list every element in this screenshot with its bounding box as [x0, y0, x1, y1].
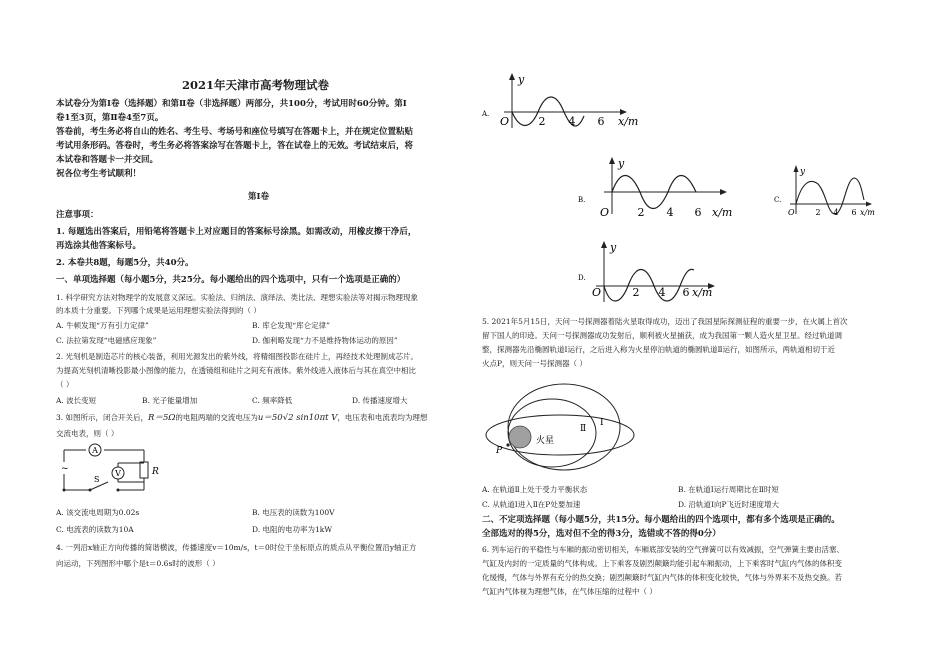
q5-option-a: A. 在轨道Ⅱ上处于受力平衡状态	[482, 485, 588, 494]
q1-stem: 的本质十分重要。下列哪个成果是运用理想实验法得到的（ ）	[56, 306, 261, 315]
tick-label: 6	[682, 286, 690, 299]
x-axis-label: x/m	[860, 208, 875, 217]
part2-title: 二、不定项选择题（每小题5分，共15分。每小题给出的四个选项中，都有多个选项是正确的。	[482, 515, 840, 525]
section-title: 第Ⅰ卷	[248, 192, 269, 202]
point-p-marker	[506, 443, 509, 446]
q6-stem: 化缓慢，气体与外界有充分的热交换；剧烈颠簸时气缸内气体的体积变化较快，气体与外界来不及热交换。若	[482, 573, 842, 582]
q3-resistance: R＝5Ω	[148, 413, 176, 423]
x-axis-label: x/m	[618, 115, 639, 128]
tick-label: 2	[632, 286, 640, 299]
q5-stem: 5. 2021年5月15日，天问一号探测器着陆火星取得成功，迈出了我国星际探测征程的重要一步，在火属上首次	[482, 317, 848, 326]
q4-graph-d	[578, 240, 728, 306]
q2-stem: （ ）	[56, 380, 74, 389]
q2-stem: 为提高光刻机清晰投影最小图像的能力，在透镜组和硅片之间充有液体。紫外线进入液体后与其在真空中相比	[56, 366, 416, 375]
q3-circuit-diagram	[60, 440, 164, 500]
q3-option-a: A. 该交流电周期为0.02s	[56, 508, 140, 517]
tick-label: 4	[833, 208, 839, 217]
notice-title: 注意事项：	[56, 210, 99, 220]
q3-stem: 交流电表，则（ ）	[56, 429, 119, 438]
part1-title: 一、单项选择题（每小题5分，共25分。每小题给出的四个选项中，只有一个选项是正确的）	[56, 275, 406, 285]
q4-graph-b	[578, 156, 748, 222]
q5-option-c: C. 从轨道Ⅰ进入Ⅱ在P处要加速	[482, 500, 581, 509]
q5-stem: 整，探测器先沿椭圆轨道Ⅰ运行，之后进入称为火星停泊轨道的椭圆轨道Ⅱ运行，如图所示，两轨道相切于近	[482, 345, 836, 354]
intro-line: 卷1至3页，第Ⅱ卷4至7页。	[56, 113, 164, 123]
q2-option-c: C. 频率降低	[252, 396, 293, 405]
option-label: D.	[578, 274, 586, 282]
switch-label: S	[94, 475, 100, 484]
q1-option-a: A. 牛顿发现“万有引力定律”	[56, 321, 149, 330]
q6-stem: 6. 列车运行的平稳性与车厢的振动密切相关，车厢底部安装的空气弹簧可以有效减振，空气弹簧主要由活塞、	[482, 545, 845, 554]
q2-option-b: B. 光子能量增加	[142, 396, 198, 405]
q5-stem: 留下国人的印迹。天问一号探测器成功发射后，顺利被火星捕获，成为我国第一颗人造火星卫星。经过轨道调	[482, 331, 842, 340]
q3-option-b: B. 电压表的读数为100V	[252, 508, 335, 517]
tick-label: 6	[851, 208, 857, 217]
q3-stem-a: 3. 如图所示，闭合开关后，	[56, 413, 149, 422]
option-label: B.	[578, 196, 586, 204]
point-label: P	[496, 446, 503, 456]
intro-line: 本试卷和答题卡一并交回。	[56, 155, 159, 165]
y-axis-label: y	[618, 157, 625, 170]
q5-option-d: D. 沿轨道Ⅰ向P飞近时速度增大	[678, 500, 780, 509]
paper-title: 2021年天津市高考物理试卷	[182, 78, 330, 92]
q3-voltage-formula: u＝50√2 sin10πt V	[257, 413, 338, 423]
q3-stem-c: ，电压表和电流表均为理想	[337, 413, 428, 422]
q3-stem-b: 的电阻两端的交流电压为	[175, 413, 258, 422]
q4-graph-c	[774, 164, 894, 220]
option-label: C.	[774, 196, 782, 204]
y-axis-label: y	[610, 241, 617, 254]
planet-label: 火星	[536, 436, 555, 446]
notice-line: 1. 每题选出答案后，用铅笔将答题卡上对应题目的答案标号涂黑。如需改动，用橡皮擦干净后，	[56, 227, 417, 237]
q2-option-a: A. 波长变短	[56, 396, 97, 405]
tick-label: 4	[568, 115, 576, 128]
y-axis-label: y	[800, 167, 806, 177]
option-label: A.	[482, 110, 490, 118]
wave-curve	[604, 269, 694, 301]
tick-label: 2	[815, 208, 821, 217]
q4-stem: 4. 一列沿x轴正方向传播的简谐横波，传播速度v＝10m/s，t＝0时位于坐标原点的质点从平衡位置沿y轴正方	[56, 543, 417, 552]
q2-stem: 2. 光刻机是制造芯片的核心装备，利用光源发出的紫外线，将精细图投影在硅片上，再经技术处理制成芯片。	[56, 352, 419, 361]
orbit-1-label: Ⅰ	[600, 418, 604, 428]
resistor-symbol	[140, 462, 148, 478]
tick-label: 4	[658, 286, 666, 299]
ac-source-symbol: ~	[61, 464, 69, 474]
origin-label: O	[592, 286, 602, 299]
ammeter-label: A	[92, 446, 98, 455]
q3-stem	[56, 413, 427, 423]
origin-label: O	[500, 115, 510, 128]
tick-label: 6	[597, 115, 605, 128]
x-axis-label: x/m	[712, 206, 733, 219]
q1-option-d: D. 伽利略发现“力不是维持物体运动的原因”	[252, 336, 398, 345]
tick-label: 2	[538, 115, 546, 128]
q6-stem: 气缸及内封的一定质量的气体构成。上下乘客及剧烈颠簸均能引起车厢振动，上下乘客时气缸内气体的体积变	[482, 559, 842, 568]
orbit-2-label: Ⅱ	[580, 424, 587, 434]
q4-stem: 向运动，下列图形中哪个是t＝0.6s时的波形（ ）	[56, 559, 220, 568]
q5-stem: 火点P，则天问一号探测器（ ）	[482, 359, 587, 368]
tick-label: 2	[637, 206, 645, 219]
intro-line: 考试用条形码。答卷时，考生务必将答案涂写在答题卡上，答在试卷上的无效。考试结束后，将	[56, 141, 414, 151]
x-axis-label: x/m	[692, 286, 713, 299]
origin-label: O	[788, 208, 795, 217]
q2-option-d: D. 传播速度增大	[352, 396, 408, 405]
notice-line: 再选涂其他答案标号。	[56, 241, 142, 251]
q1-option-b: B. 库仑发现“库仑定律”	[252, 321, 330, 330]
tick-label: 4	[666, 206, 674, 219]
part2-title: 全部选对的得5分，选对但不全的得3分，选错或不答的得0分）	[482, 529, 721, 539]
q6-stem: 气缸内气体视为理想气体，在气体压缩的过程中（ ）	[482, 587, 657, 596]
q3-option-d: D. 电阻的电功率为1kW	[252, 525, 333, 534]
tick-label: 6	[694, 206, 702, 219]
intro-line: 本试卷分为第Ⅰ卷（选择题）和第Ⅱ卷（非选择题）两部分，共100分，考试用时60分钟。第Ⅰ	[56, 99, 407, 109]
q4-graph-a	[482, 72, 652, 138]
q1-option-c: C. 法拉第发现“电磁感应现象”	[56, 336, 157, 345]
resistor-label: R	[152, 467, 159, 477]
q5-option-b: B. 在轨道Ⅰ运行周期比在Ⅱ时短	[678, 485, 779, 494]
mars-planet	[509, 426, 531, 448]
voltmeter-label: V	[115, 469, 121, 478]
y-axis-label: y	[518, 73, 525, 86]
q5-orbit-diagram	[484, 383, 634, 479]
origin-label: O	[600, 206, 610, 219]
q3-option-c: C. 电流表的读数为10A	[56, 525, 134, 534]
notice-line: 2. 本卷共8题，每题5分，共40分。	[56, 258, 194, 268]
intro-line: 答卷前，考生务必将自山的姓名、考生号、考场号和座位号填写在答题卡上，并在规定位置粘贴	[56, 127, 414, 137]
q1-stem: 1. 科学研究方法对物理学的发展意义深远。实验法、归纳法、演绎法、类比法、理想实验法等对揭示物理现象	[56, 293, 419, 302]
intro-line: 祝各位考生考试顺利！	[56, 169, 142, 179]
